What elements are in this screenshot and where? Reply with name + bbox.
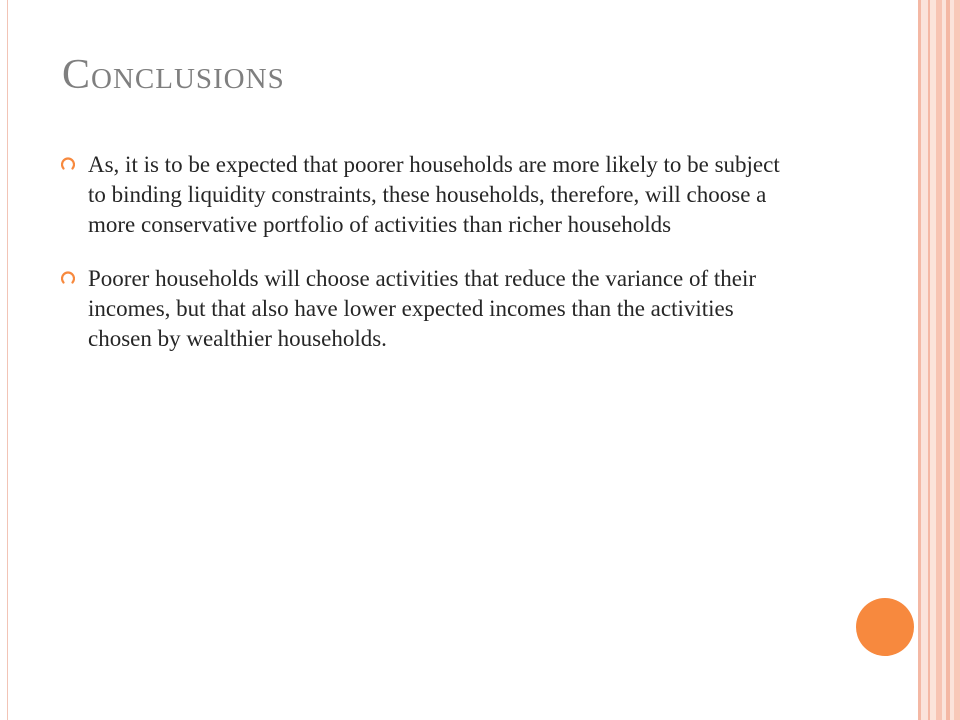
slide-title: Conclusions xyxy=(62,52,285,98)
bullet-text: As, it is to be expected that poorer households are more likely to be subject to binding liquidity constraints, these households, therefore, will choose a more conservative portfolio of activities than richer households xyxy=(88,152,780,237)
decorative-stripe xyxy=(946,0,950,720)
bullet-text: Poorer households will choose activities that reduce the variance of their incomes, but that also have lower expected incomes than the activities chosen by wealthier households. xyxy=(88,266,757,351)
decorative-stripe xyxy=(954,0,960,720)
bullet-item xyxy=(60,150,800,240)
decorative-stripe xyxy=(936,0,942,720)
bullet-list xyxy=(60,150,800,378)
decorative-stripe xyxy=(918,0,921,720)
bullet-item xyxy=(60,264,800,354)
ring-bullet-icon xyxy=(61,271,75,285)
decorative-orange-circle xyxy=(856,598,914,656)
ring-bullet-icon xyxy=(61,157,75,171)
left-border-line xyxy=(7,0,8,720)
decorative-stripe xyxy=(928,0,930,720)
